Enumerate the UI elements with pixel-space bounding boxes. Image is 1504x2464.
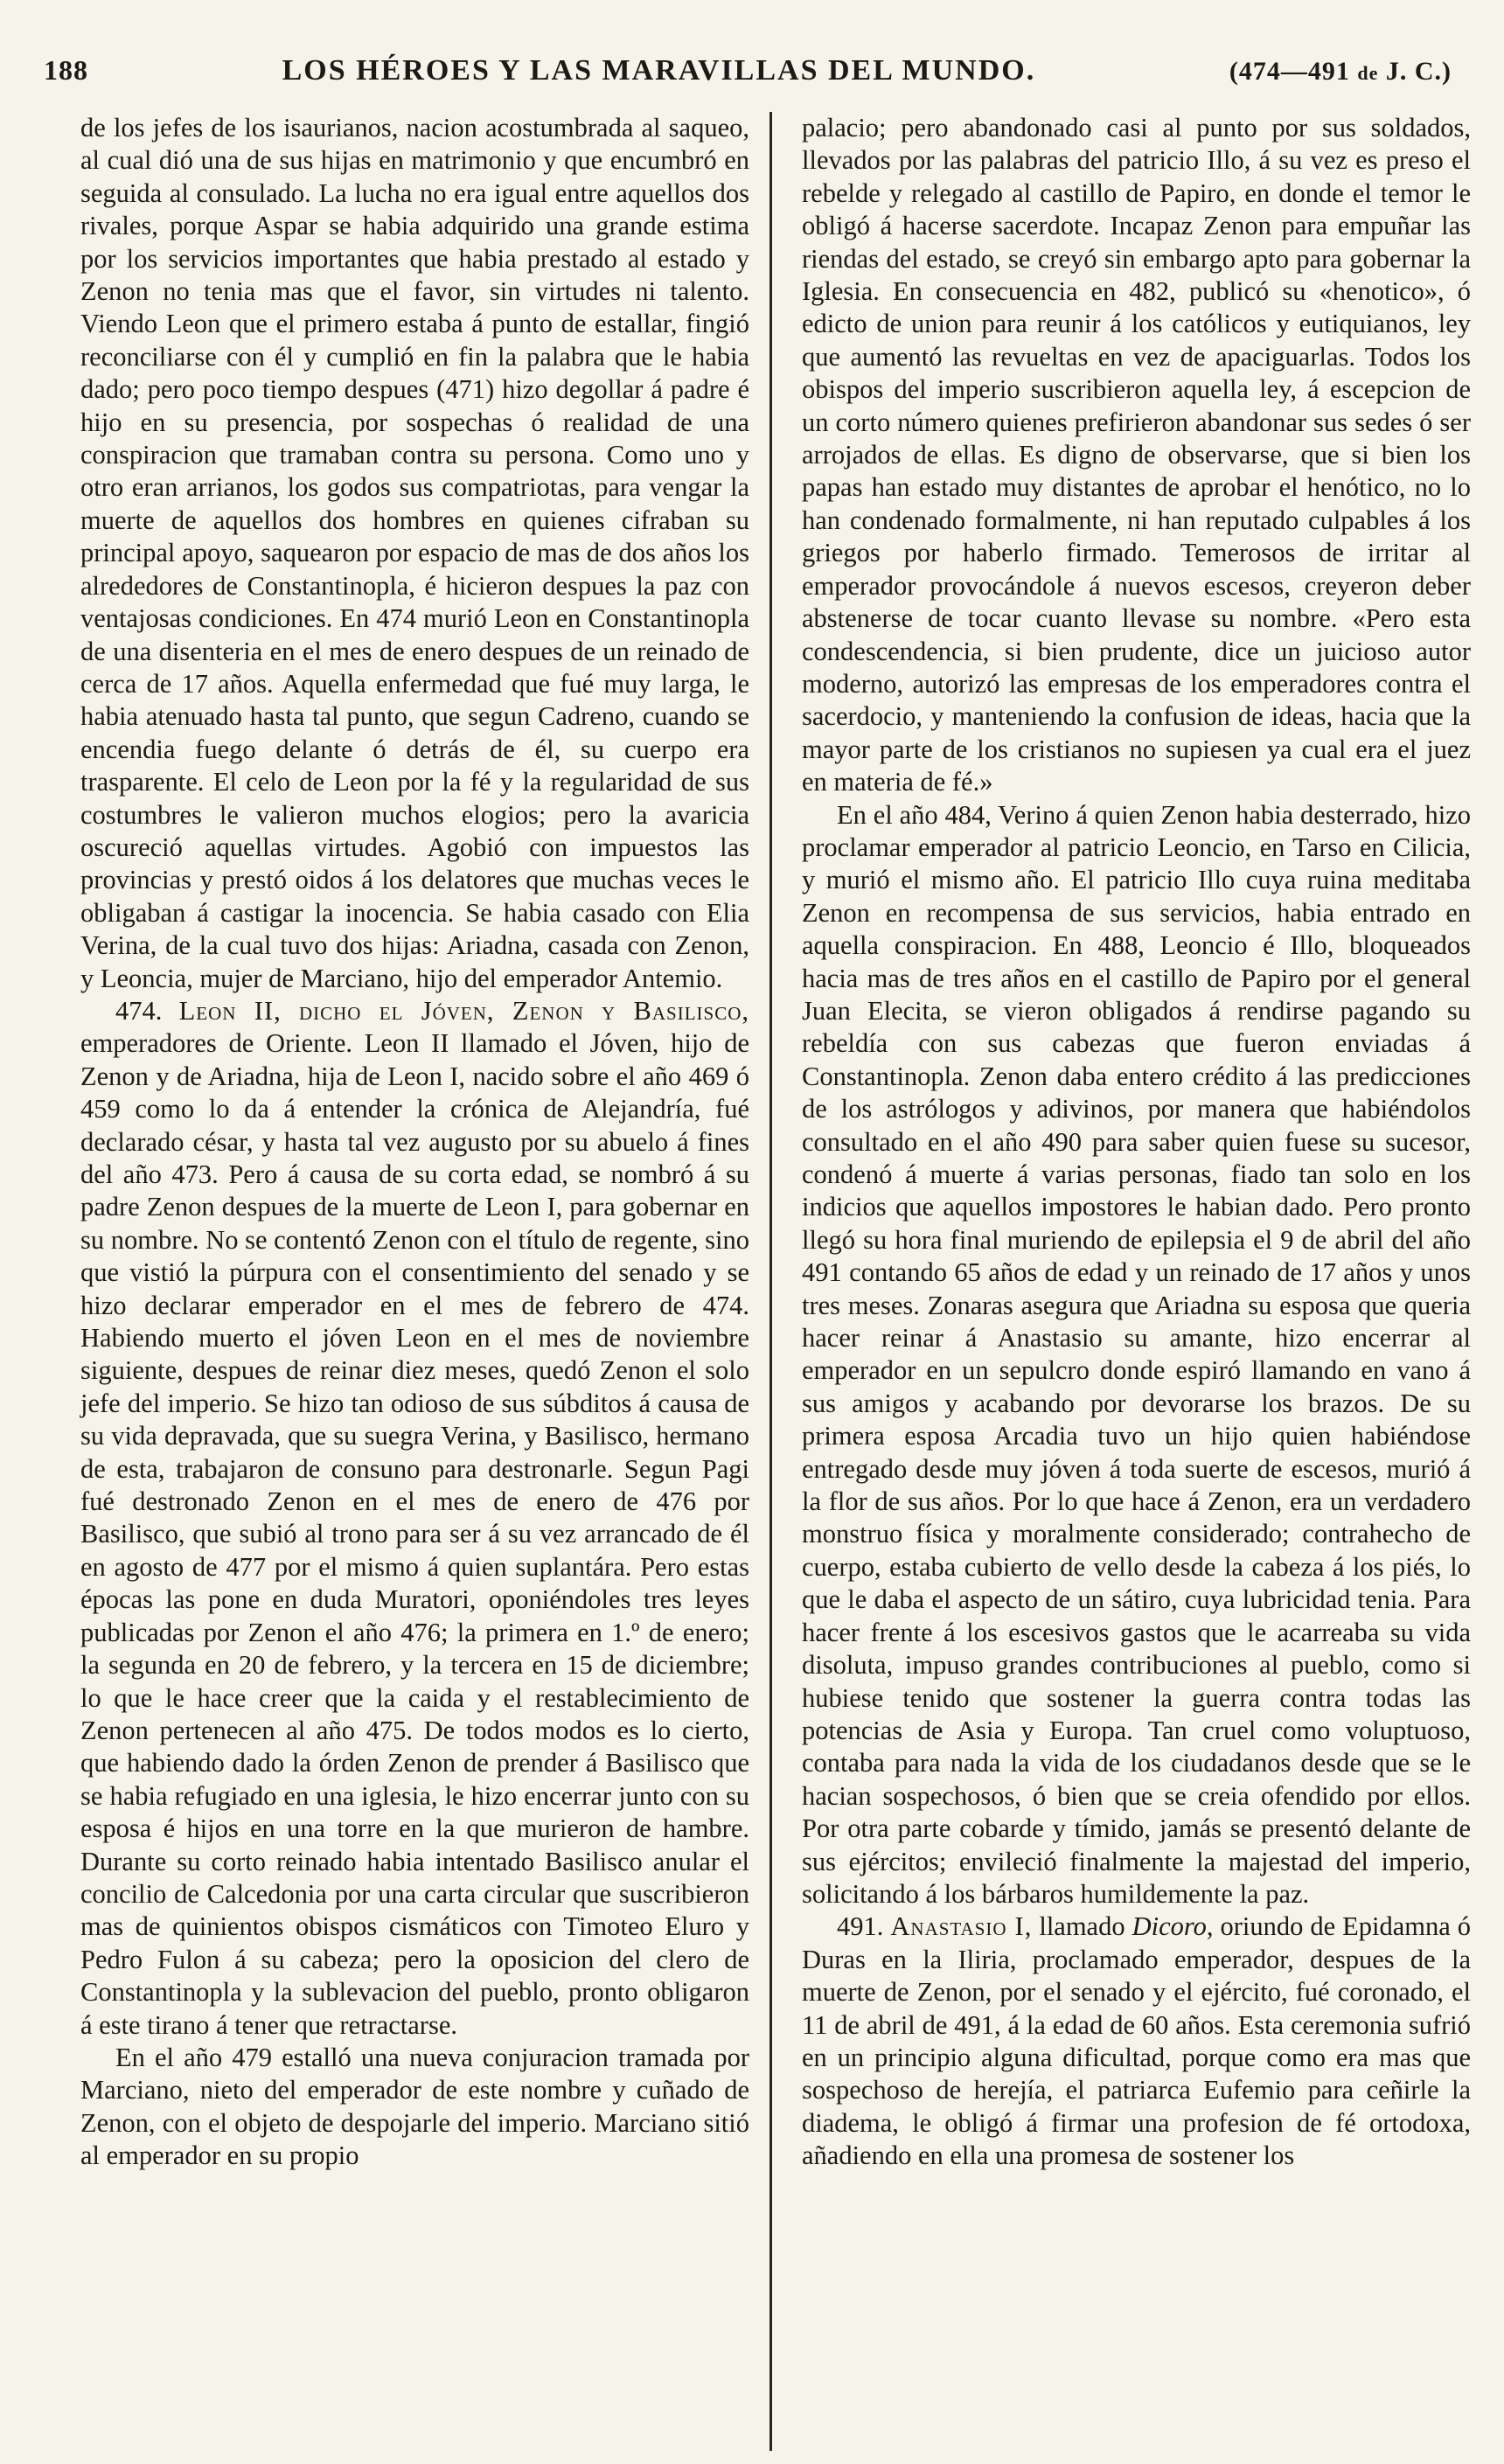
running-head (44, 54, 1452, 107)
date-range-de: de (1357, 62, 1379, 84)
paragraph: En el año 484, Verino á quien Zenon habia desterrado, hizo proclamar emperador al patricio Leoncio, en Tarso en Cilicia, y murió el mismo año. El patricio Illo cuya ruina meditaba Zenon en recompensa de sus servicios, habia entrado en aquella conspiracion. En 488, Leoncio é Illo, bloqueados hacia mas de tres años en el castillo de Papiro por el general Juan Elecita, se vieron obligados á rendirse pagando su rebeldía con sus cabezas que fueron enviadas á Constantinopla. Zenon daba entero crédito á las predicciones de los astrólogos y adivinos, por manera que habiéndolos consultado en el año 490 para saber quien fuese su sucesor, condenó á muerte á varias personas, fiado tan solo en los indicios que aquellos impostores le habian dado. Pero pronto llegó su hora final muriendo de epilepsia el 9 de abril del año 491 contando 65 años de edad y un reinado de 17 años y unos tres meses. Zonaras asegura que Ariadna su esposa que queria hacer reinar á Anastasio su amante, hizo encerrar al emperador en un sepulcro donde espiró llamando en vano á sus amigos y acabando por devorarse los brazos. De su primera esposa Arcadia tuvo un hijo quien habiéndose entregado desde muy jóven á toda suerte de escesos, murió á la flor de sus años. Por lo que hace á Zenon, era un verdadero monstruo física y moralmente considerado; contrahecho de cuerpo, estaba cubierto de vello desde la cabeza á los piés, lo que le daba el aspecto de un sátiro, cuya lubricidad tenia. Para hacer frente á los escesivos gastos que le acarreaba su vida disoluta, impuso grandes contribuciones al pueblo, como si hubiese tenido que sostener la guerra contra todas las potencias de Asia y Europa. Tan cruel como voluptuoso, contaba para nada la vida de los ciudadanos desde que se le hacian sospechosos, ó bien que se creia ofendido por ellos. Por otra parte cobarde y tímido, jamás se presentó delante de sus ejércitos; envileció finalmente la majestad del imperio, solicitando á los bárbaros humildemente la paz. (802, 799, 1471, 1909)
entry-epithet: Dicoro (1131, 1911, 1207, 1942)
page-number: 188 (44, 54, 88, 86)
entry-heading: Leon II, dicho el Jóven, Zenon y Basilisco, (178, 995, 749, 1026)
entry-anastasio (802, 1911, 1471, 2172)
entry-text: llamado (1039, 1911, 1125, 1942)
entry-year: 474. (115, 995, 163, 1026)
entry-text: emperadores de Oriente. Leon II llamado el Jóven, hijo de Zenon y de Ariadna, hija de Leon I, nacido sobre el año 469 ó 459 como lo da á entender la crónica de Alejandría, fué declarado césar, y hasta tal vez augusto por su abuelo á fines del año 473. Pero á causa de su corta edad, se nombró á su padre Zenon despues de la muerte de Leon I, para gobernar en su nombre. No se contentó Zenon con el título de regente, sino que vistió la púrpura con el consentimiento del senado y se hizo declarar emperador en el mes de febrero de 474. Habiendo muerto el jóven Leon en el mes de noviembre siguiente, despues de reinar diez meses, quedó Zenon el solo jefe del imperio. Se hizo tan odioso de sus súbditos á causa de su vida depravada, que su suegra Verina, y Basilisco, hermano de esta, trabajaron de consuno para destronarle. Segun Pagi fué destronado Zenon en el mes de enero de 476 por Basilisco, que subió al trono para ser á su vez arrancado de él en agosto de 477 por el mismo á quien suplantára. Pero estas épocas las pone en duda Muratori, oponiéndoles tres leyes publicadas por Zenon el año 476; la primera en 1.º de enero; la segunda en 20 de febrero, y la tercera en 15 de diciembre; lo que le hace creer que la caida y el restablecimiento de Zenon pertenecen al año 475. De todos modos es lo cierto, que habiendo dado la órden Zenon de prender á Basilisco que se habia refugiado en una iglesia, le hizo encerrar junto con su esposa é hijos en una torre en la que murieron de hambre. Durante su corto reinado habia intentado Basilisco anular el concilio de Calcedonia por una carta circular que suscribieron mas de quinientos obispos cismáticos con Timoteo Eluro y Pedro Fulon á su cabeza; pero la oposicion del clero de Constantinopla y la sublevacion del pueblo, pronto obligaron á este tirano á tener que retractarse. (80, 1028, 749, 2040)
date-range (1229, 57, 1452, 87)
paragraph: de los jefes de los isaurianos, nacion acostumbrada al saqueo, al cual dió una de sus hijas en matrimonio y que encumbró en seguida al consulado. La lucha no era igual entre aquellos dos rivales, porque Aspar se habia adquirido una grande estima por los servicios importantes que habia prestado al estado y Zenon no tenia mas que el favor, sin virtudes ni talento. Viendo Leon que el primero estaba á punto de estallar, fingió reconciliarse con él y cumplió en fin la palabra que le habia dado; pero poco tiempo despues (471) hizo degollar á padre é hijo en su presencia, por sospechas ó realidad de una conspiracion que tramaban contra su persona. Como uno y otro eran arrianos, los godos sus compatriotas, para vengar la muerte de aquellos dos hombres en quienes cifraban su principal apoyo, saquearon por espacio de mas de dos años los alrededores de Constantinopla, é hicieron despues la paz con ventajosas condiciones. En 474 murió Leon en Constantinopla de una disenteria en el mes de enero despues de un reinado de cerca de 17 años. Aquella enfermedad que fué muy larga, le habia atenuado hasta tal punto, que segun Cadreno, cuando se encendia fuego delante ó detrás de él, su cuerpo era trasparente. El celo de Leon por la fé y la regularidad de sus costumbres le valieron muchos elogios; pero la avaricia oscureció aquellas virtudes. Agobió con impuestos las provincias y prestó oidos á los delatores que muchas veces le obligaban á castigar la inocencia. Se habia casado con Elia Verina, de la cual tuvo dos hijas: Ariadna, casada con Zenon, y Leoncia, mujer de Marciano, hijo del emperador Antemio. (80, 113, 749, 993)
running-title: LOS HÉROES Y LAS MARAVILLAS DEL MUNDO. (282, 54, 1036, 87)
entry-year: 491. (837, 1911, 884, 1942)
entry-leon-ii (80, 995, 749, 2042)
text-columns (80, 112, 1471, 2173)
left-column (80, 112, 749, 2173)
paragraph: palacio; pero abandonado casi al punto por sus soldados, llevados por las palabras del patricio Illo, á su vez es preso el rebelde y relegado al castillo de Papiro, en donde el temor le obligó á hacerse sacerdote. Incapaz Zenon para empuñar las riendas del estado, se creyó sin embargo apto para gobernar la Iglesia. En consecuencia en 482, publicó su «henotico», ó edicto de union para reunir á los católicos y eutiquianos, ley que aumentó las revueltas en vez de apaciguarlas. Todos los obispos del imperio suscribieron aquella ley, á escepcion de un corto número quienes prefirieron abandonar sus sedes ó ser arrojados de ellas. Es digno de observarse, que si bien los papas han estado muy distantes de aprobar el henótico, no lo han condenado formalmente, ni han reputado culpables á los griegos por haberlo firmado. Temerosos de irritar al emperador provocándole á nuevos escesos, creyeron deber abstenerse de tocar cuanto llevase su nombre. «Pero esta condescendencia, si bien prudente, dice un juicioso autor moderno, autorizó las empresas de los emperadores contra el sacerdocio, y manteniendo la confusion de ideas, hacia que la mayor parte de los cristianos no supiesen ya cual era el juez en materia de fé.» (802, 113, 1471, 797)
date-range-open: (474—491 (1229, 57, 1350, 86)
entry-text: , oriundo de Epidamna ó Duras en la Iliria, proclamado emperador, despues de la muerte de Zenon, por el senado y el ejército, fué coronado, el 11 de abril de 491, á la edad de 60 años. Esta ceremonia sufrió en un principio alguna dificultad, porque como era mas que sospechoso de herejía, el patriarca Eufemio para ceñirle la diadema, le obligó á firmar una profesion de fé ortodoxa, añadiendo en ella una promesa de sostener los (802, 1911, 1472, 2171)
entry-heading: Anastasio I, (890, 1911, 1033, 1942)
right-column (802, 112, 1471, 2173)
date-range-close: J. C.) (1385, 57, 1452, 86)
paragraph: En el año 479 estalló una nueva conjuracion tramada por Marciano, nieto del emperador de este nombre y cuñado de Zenon, con el objeto de despojarle del imperio. Marciano sitió al emperador en su propio (80, 2042, 749, 2171)
